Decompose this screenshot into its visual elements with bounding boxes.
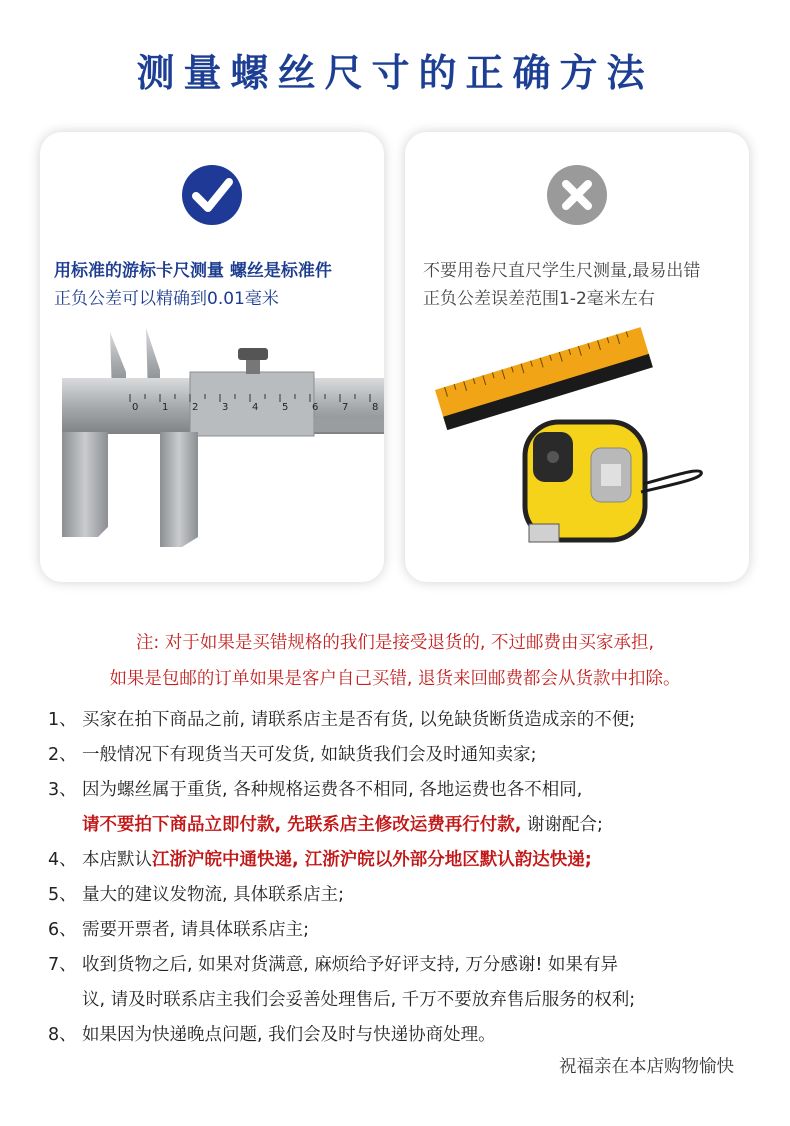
return-policy-note: 注: 对于如果是买错规格的我们是接受退货的, 不过邮费由买家承担, xyxy=(135,633,655,653)
correct-method-card xyxy=(40,132,384,582)
scale-digit: 5 xyxy=(282,402,289,413)
list-item: 7、 收到货物之后, 如果对货满意, 麻烦给予好评支持, 万分感谢! 如果有异 xyxy=(48,955,618,975)
wrong-method-warning: 不要用卷尺直尺学生尺测量,最易出错 xyxy=(423,261,701,281)
list-item: 4、 本店默认江浙沪皖中通快递, 江浙沪皖以外部分地区默认韵达快递; xyxy=(48,850,592,870)
list-item: 6、 需要开票者, 请具体联系店主; xyxy=(48,920,310,940)
list-item-continuation: 议, 请及时联系店主我们会妥善处理售后, 千万不要放弃售后服务的权利; xyxy=(82,990,636,1010)
scale-digit: 8 xyxy=(372,402,379,413)
scale-digit: 0 xyxy=(132,402,139,413)
wrong-method-error-range: 正负公差误差范围1-2毫米左右 xyxy=(423,289,655,309)
vernier-caliper-image xyxy=(40,132,384,582)
page-title: 测量螺丝尺寸的正确方法 xyxy=(136,51,654,95)
list-item: 8、 如果因为快递晚点问题, 我们会及时与快递协商处理。 xyxy=(48,1025,496,1045)
list-item: 3、 因为螺丝属于重货, 各种规格运费各不相同, 各地运费也各不相同, xyxy=(48,780,583,800)
closing-wish: 祝福亲在本店购物愉快 xyxy=(559,1057,734,1077)
return-shipping-note: 如果是包邮的订单如果是客户自己买错, 退货来回邮费都会从货款中扣除。 xyxy=(109,669,681,689)
list-item-continuation: 请不要拍下商品立即付款, 先联系店主修改运费再行付款, 谢谢配合; xyxy=(82,815,603,835)
scale-digit: 2 xyxy=(192,402,199,413)
scale-digit: 7 xyxy=(342,402,349,413)
list-item: 1、 买家在拍下商品之前, 请联系店主是否有货, 以免缺货断货造成亲的不便; xyxy=(48,710,636,730)
wrong-method-card xyxy=(405,132,749,582)
correct-method-title: 用标准的游标卡尺测量 螺丝是标准件 xyxy=(54,261,332,281)
ruler-and-tape-measure-image xyxy=(405,132,749,582)
scale-digit: 3 xyxy=(222,402,229,413)
scale-digit: 1 xyxy=(162,402,169,413)
list-item: 5、 量大的建议发物流, 具体联系店主; xyxy=(48,885,345,905)
scale-digit: 4 xyxy=(252,402,259,413)
scale-digit: 6 xyxy=(312,402,319,413)
correct-method-precision: 正负公差可以精确到0.01毫米 xyxy=(54,289,279,309)
list-item: 2、 一般情况下有现货当天可发货, 如缺货我们会及时通知卖家; xyxy=(48,745,537,765)
